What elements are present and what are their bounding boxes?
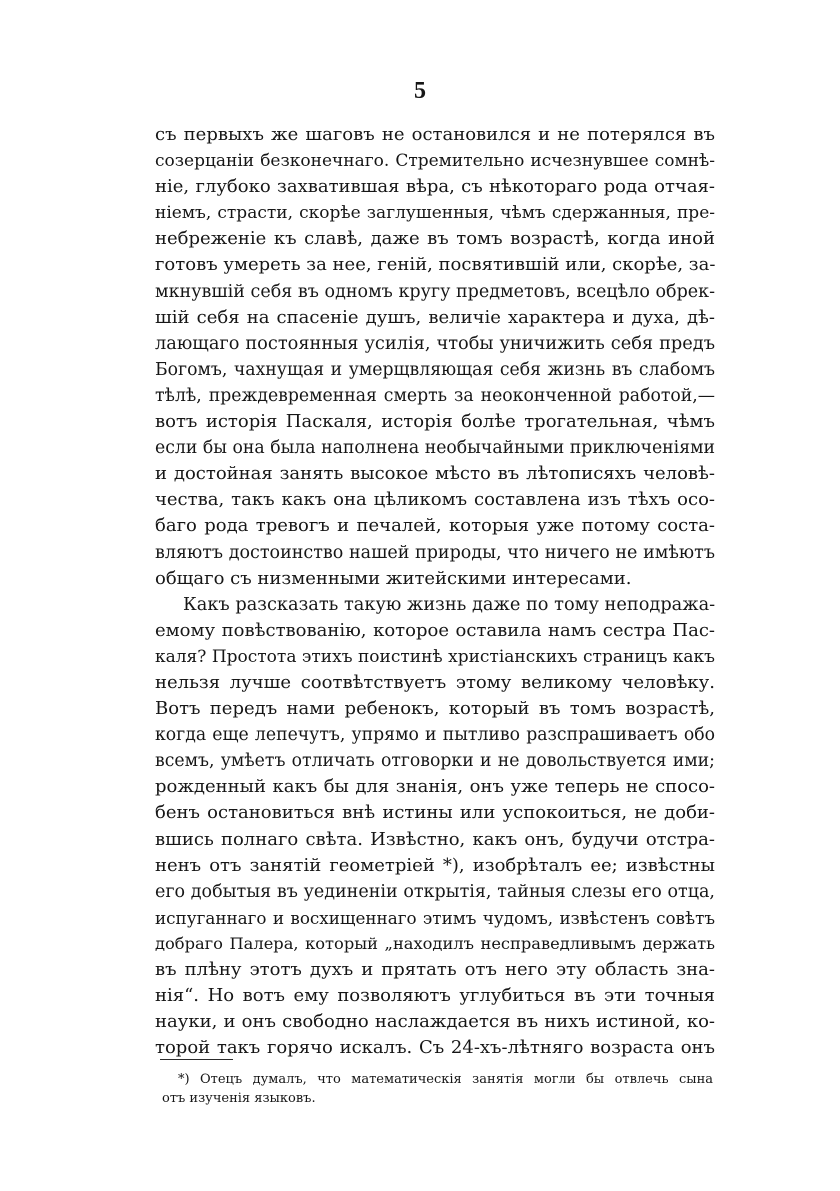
text-line: рожденный какъ бы для знанія, онъ уже теперь не спосо- [155, 776, 715, 798]
text-line: и достойная занять высокое мѣсто въ лѣтописяхъ человѣ- [155, 463, 715, 485]
text-line: нельзя лучше соотвѣтствуетъ этому великому человѣку. [155, 671, 715, 693]
text-line: ніе, глубоко захватившая вѣра, съ нѣкотораго рода отчая- [155, 176, 715, 198]
text-line: общаго съ низменными житейскими интересами. [155, 567, 632, 589]
page-number: 5 [414, 78, 426, 104]
text-line: ненъ отъ занятій геометріей *), изобрѣталъ ее; извѣстны [155, 854, 715, 876]
text-line: Богомъ, чахнущая и умерщвляющая себя жизнь въ слабомъ [155, 359, 715, 380]
text-line: добраго Палера, который „находилъ несправедливымъ держать [155, 933, 715, 953]
text-line: мкнувшій себя въ одномъ кругу предметовъ, всецѣло обрек- [155, 281, 715, 302]
text-line: въ плѣну этотъ духъ и прятать отъ него эту область зна- [155, 959, 715, 980]
text-line: баго рода тревогъ и печалей, которыя уже потому соста- [155, 515, 715, 537]
text-line: небреженіе къ славѣ, даже въ томъ возрастѣ, когда иной [155, 228, 715, 250]
text-line: науки, и онъ свободно наслаждается въ нихъ истиной, ко- [155, 1011, 715, 1033]
footnote-divider [160, 1059, 233, 1060]
text-line: его добытыя въ уединеніи открытія, тайныя слезы его отца, [155, 881, 715, 902]
text-line: всемъ, умѣетъ отличать отговорки и не довольствуется ими; [155, 751, 715, 772]
text-line: вшись полнаго свѣта. Извѣстно, какъ онъ, будучи отстра- [155, 828, 715, 850]
text-line: каля? Простота этихъ поистинѣ христіанскихъ страницъ какъ [155, 646, 715, 667]
text-line: нія“. Но вотъ ему позволяютъ углубиться въ эти точныя [155, 985, 715, 1007]
text-line: если бы она была наполнена необычайными приключеніями [155, 438, 715, 459]
text-line: емому повѣствованію, которое оставила намъ сестра Пас- [155, 619, 715, 641]
text-line: вляютъ достоинство нашей природы, что ничего не имѣютъ [155, 542, 715, 563]
text-line: ніемъ, страсти, скорѣе заглушенныя, чѣмъ сдержанныя, пре- [155, 203, 715, 224]
text-line: шій себя на спасеніе душъ, величіе характера и духа, дѣ- [155, 306, 715, 328]
footnotes [162, 1070, 713, 1108]
text-line: бенъ остановиться внѣ истины или успокоиться, не доби- [155, 802, 715, 824]
text-line: съ первыхъ же шаговъ не остановился и не потерялся въ [155, 124, 715, 145]
text-line: Какъ разсказать такую жизнь даже по тому неподража- [183, 594, 716, 615]
footnote-line: *) Отецъ думалъ, что математическія занятія могли бы отвлечь сына [178, 1072, 713, 1087]
body-text [155, 122, 715, 1061]
text-line: Вотъ передъ нами ребенокъ, который въ томъ возрастѣ, [155, 698, 715, 720]
text-line: тѣлѣ, преждевременная смерть за неоконченной работой,— [155, 385, 715, 406]
text-line: лающаго постоянныя усилія, чтобы уничижить себя предъ [155, 333, 715, 354]
text-line: когда еще лепечутъ, упрямо и пытливо разспрашиваетъ обо [155, 725, 715, 746]
text-line: чества, такъ какъ она цѣликомъ составлена изъ тѣхъ осо- [155, 489, 715, 511]
text-line: испуганнаго и восхищеннаго этимъ чудомъ, извѣстенъ совѣтъ [155, 907, 715, 928]
footnote-line: отъ изученія языковъ. [162, 1091, 316, 1106]
text-line: готовъ умереть за нее, геній, посвятившій или, скорѣе, за- [155, 254, 716, 276]
text-line: торой такъ горячо искалъ. Съ 24-хъ-лѣтняго возраста онъ [155, 1037, 715, 1059]
text-line: созерцаніи безконечнаго. Стремительно исчезнувшее сомнѣ- [155, 151, 715, 172]
text-line: вотъ исторія Паскаля, исторія болѣе трогательная, чѣмъ [155, 411, 715, 433]
